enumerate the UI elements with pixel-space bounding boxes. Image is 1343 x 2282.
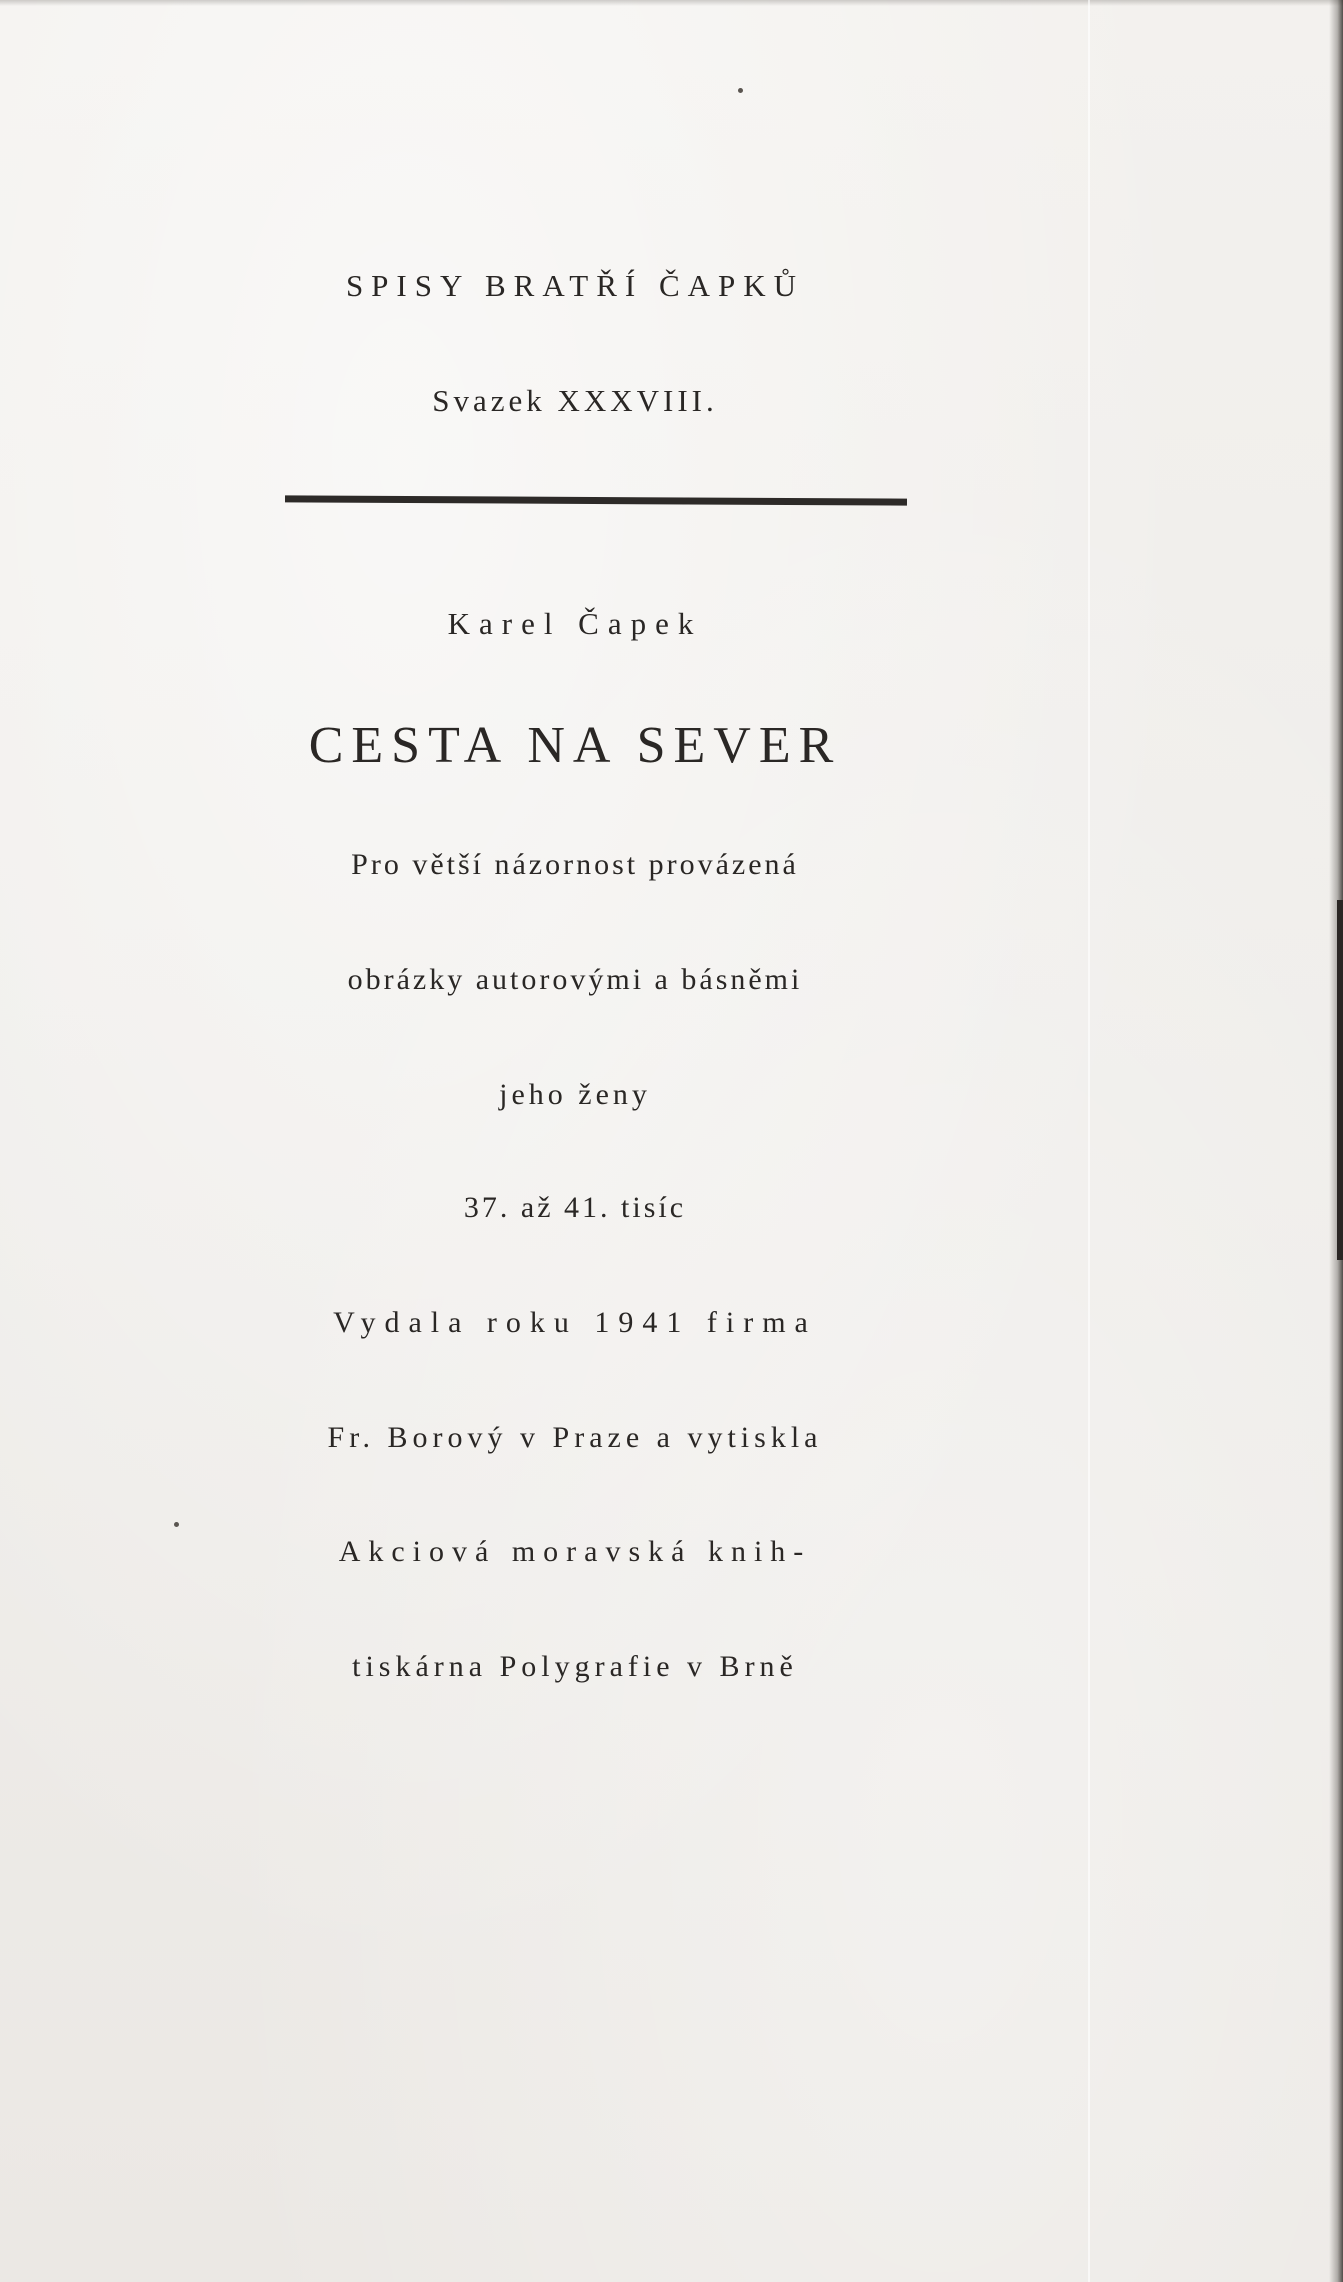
subtitle-line-3: jeho ženy	[499, 1078, 651, 1111]
imprint-line-1: Vydala roku 1941 firma	[333, 1306, 817, 1339]
subtitle-line-1: Pro větší názornost provázená	[351, 848, 799, 881]
volume-number: Svazek XXXVIII.	[432, 383, 718, 418]
page-fold-line	[1088, 0, 1090, 2282]
page-edge-shadow	[1337, 900, 1343, 1260]
imprint-line-3: Akciová moravská knih-	[338, 1535, 812, 1568]
author-name: Karel Čapek	[447, 606, 703, 641]
paper-speck	[174, 1522, 179, 1527]
subtitle-line-2: obrázky autorovými a básněmi	[347, 963, 803, 996]
series-title: SPISY BRATŘÍ ČAPKŮ	[345, 268, 805, 303]
paper-speck	[738, 88, 743, 93]
edition-info: 37. až 41. tisíc	[463, 1191, 687, 1224]
book-title: CESTA NA SEVER	[308, 717, 842, 774]
imprint-line-2: Fr. Borový v Praze a vytiskla	[327, 1421, 823, 1454]
imprint-line-4: tiskárna Polygrafie v Brně	[352, 1650, 798, 1683]
page-top-edge	[0, 0, 1343, 6]
horizontal-rule	[285, 495, 907, 505]
